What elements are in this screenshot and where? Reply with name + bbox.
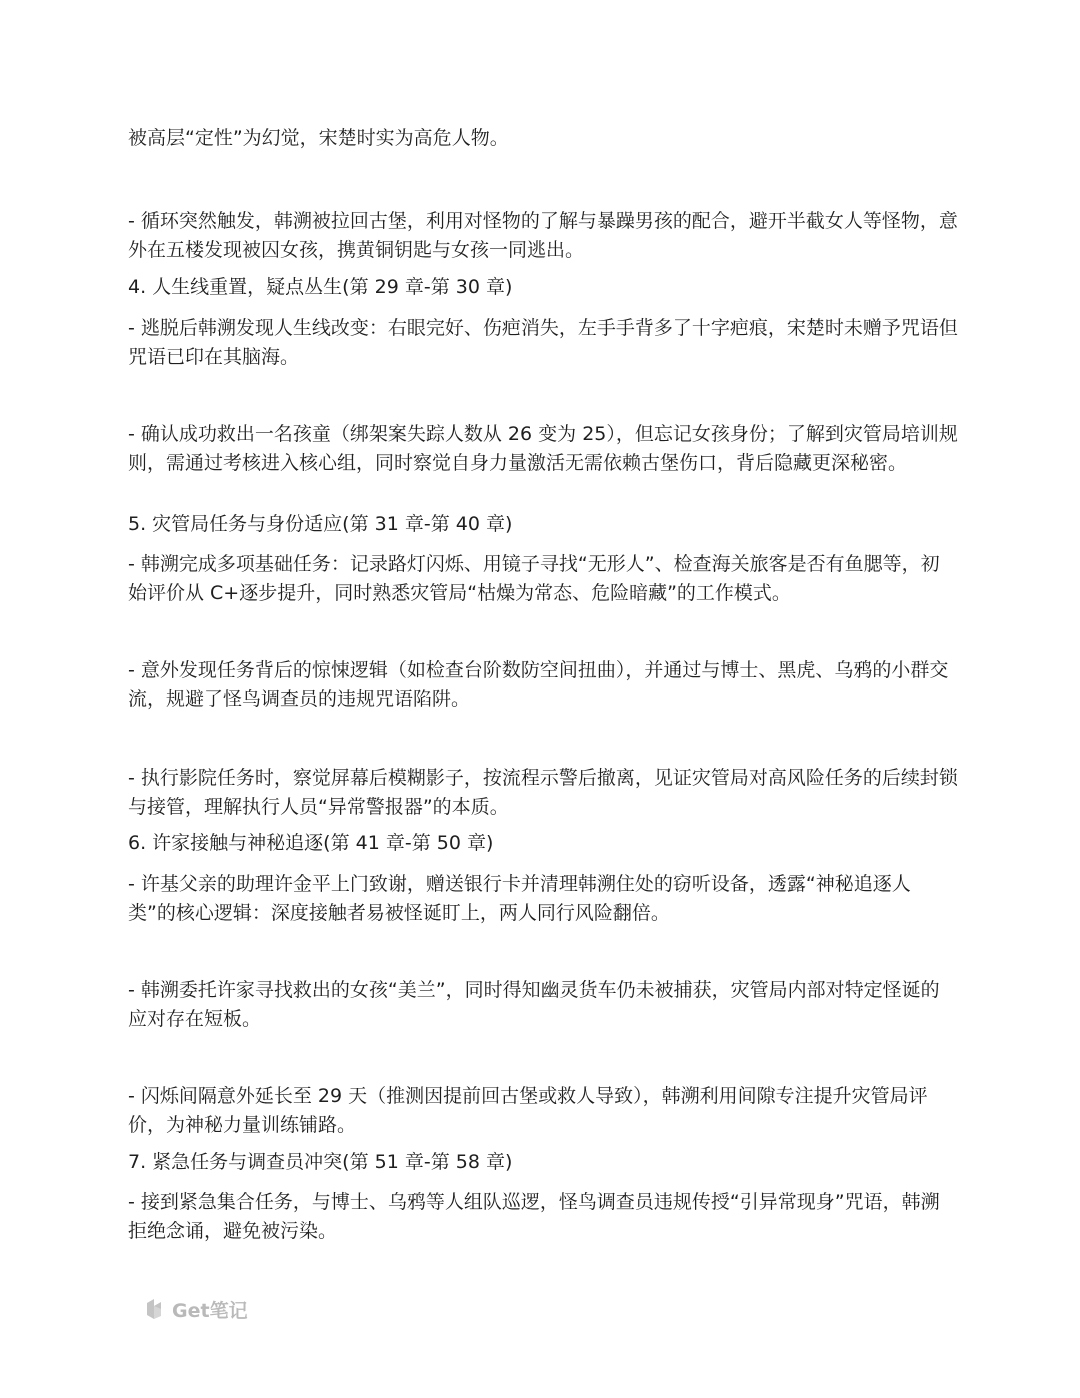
paragraph: - 韩溯委托许家寻找救出的女孩“美兰”，同时得知幽灵货车仍未被捕获，灾管局内部对特定怪诞的应对存在短板。: [128, 979, 940, 1030]
paragraph: - 循环突然触发，韩溯被拉回古堡，利用对怪物的了解与暴躁男孩的配合，避开半截女人等怪物，意外在五楼发现被囚女孩，携黄铜钥匙与女孩一同逃出。: [128, 210, 958, 261]
section-heading: 5. 灾管局任务与身份适应(第 31 章-第 40 章): [128, 513, 513, 535]
paragraph: - 接到紧急集合任务，与博士、乌鸦等人组队巡逻，怪鸟调查员违规传授“引异常现身”咒语，韩溯拒绝念诵，避免被污染。: [128, 1191, 940, 1242]
section-heading: 6. 许家接触与神秘追逐(第 41 章-第 50 章): [128, 832, 494, 854]
document-page: [128, 0, 958, 1398]
paragraph: - 许基父亲的助理许金平上门致谢，赠送银行卡并清理韩溯住处的窃听设备，透露“神秘追逐人类”的核心逻辑：深度接触者易被怪诞盯上，两人同行风险翻倍。: [128, 873, 911, 924]
paragraph: - 意外发现任务背后的惊悚逻辑（如检查台阶数防空间扭曲），并通过与博士、黑虎、乌鸦的小群交流，规避了怪鸟调查员的违规咒语陷阱。: [128, 659, 949, 710]
paragraph: 被高层“定性”为幻觉，宋楚时实为高危人物。: [128, 127, 509, 149]
get-notes-logo-icon: [144, 1297, 166, 1321]
paragraph: - 确认成功救出一名孩童（绑架案失踪人数从 26 变为 25），但忘记女孩身份；了解到灾管局培训规则，需通过考核进入核心组，同时察觉自身力量激活无需依赖古堡伤口，背后隐藏更深秘密。: [128, 423, 958, 474]
get-notes-logo: [144, 1296, 248, 1322]
logo-text: Get笔记: [172, 1299, 248, 1322]
paragraph: - 闪烁间隔意外延长至 29 天（推测因提前回古堡或救人导致），韩溯利用间隙专注提升灾管局评价，为神秘力量训练铺路。: [128, 1085, 928, 1136]
section-heading: 4. 人生线重置，疑点丛生(第 29 章-第 30 章): [128, 276, 513, 298]
paragraph: - 韩溯完成多项基础任务：记录路灯闪烁、用镜子寻找“无形人”、检查海关旅客是否有鱼腮等，初始评价从 C+逐步提升，同时熟悉灾管局“枯燥为常态、危险暗藏”的工作模式。: [128, 553, 940, 604]
paragraph: - 执行影院任务时，察觉屏幕后模糊影子，按流程示警后撤离，见证灾管局对高风险任务的后续封锁与接管，理解执行人员“异常警报器”的本质。: [128, 767, 958, 818]
section-heading: 7. 紧急任务与调查员冲突(第 51 章-第 58 章): [128, 1151, 513, 1173]
paragraph: - 逃脱后韩溯发现人生线改变：右眼完好、伤疤消失，左手手背多了十字疤痕，宋楚时未赠予咒语但咒语已印在其脑海。: [128, 317, 958, 368]
